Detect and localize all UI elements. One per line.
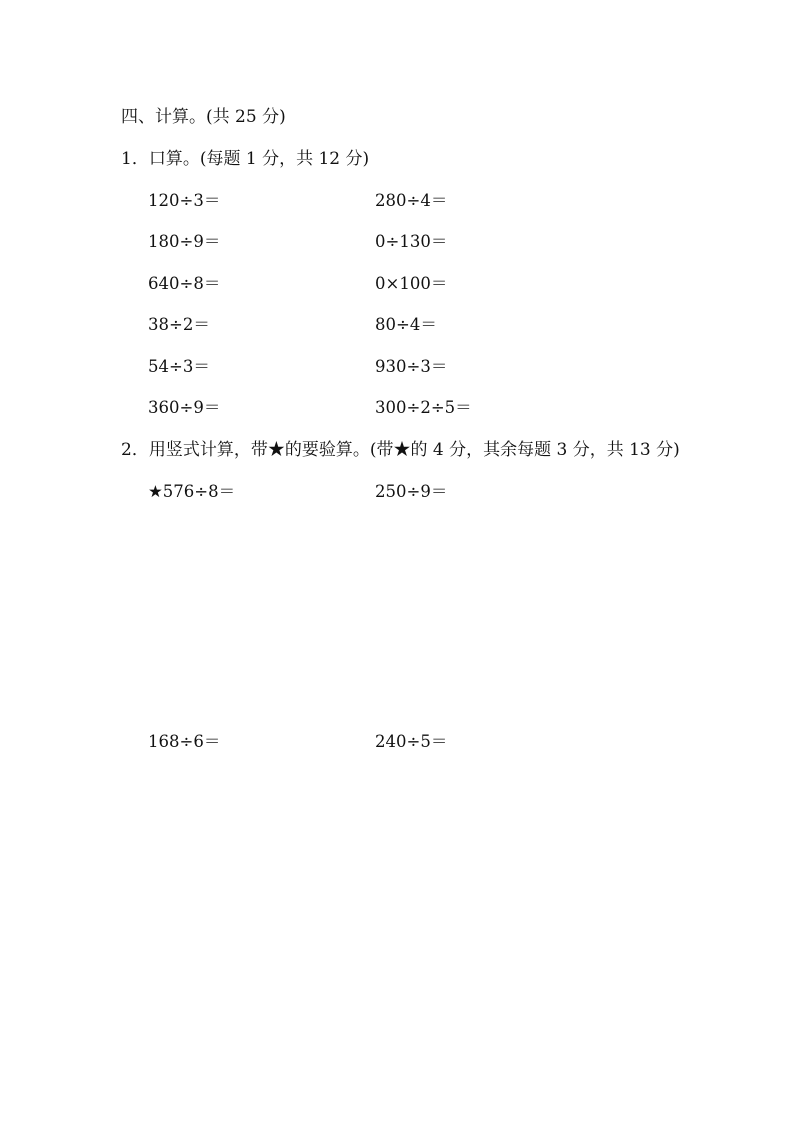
oral-problem: 0÷130＝ <box>375 232 448 251</box>
oral-problem: 930÷3＝ <box>375 357 448 376</box>
part2-title: 2．用竖式计算，带★的要验算。(带★的 4 分，其余每题 3 分，共 13 分) <box>121 440 680 460</box>
oral-problem: 280÷4＝ <box>375 191 448 210</box>
oral-problem: 54÷3＝ <box>148 357 210 376</box>
vertical-problem: 240÷5＝ <box>375 732 448 751</box>
oral-problem: 180÷9＝ <box>148 232 221 251</box>
part1-title: 1．口算。(每题 1 分，共 12 分) <box>121 149 370 169</box>
oral-problem: 300÷2÷5＝ <box>375 398 472 417</box>
section-title: 四、计算。(共 25 分) <box>121 107 286 127</box>
vertical-problem: 168÷6＝ <box>148 732 221 751</box>
oral-problem: 80÷4＝ <box>375 315 437 334</box>
oral-problem: 120÷3＝ <box>148 191 221 210</box>
vertical-problem: 250÷9＝ <box>375 482 448 501</box>
oral-problem: 38÷2＝ <box>148 315 210 334</box>
vertical-problem: ★576÷8＝ <box>148 482 236 501</box>
oral-problem: 0×100＝ <box>375 274 448 293</box>
oral-problem: 360÷9＝ <box>148 398 221 417</box>
oral-problem: 640÷8＝ <box>148 274 221 293</box>
